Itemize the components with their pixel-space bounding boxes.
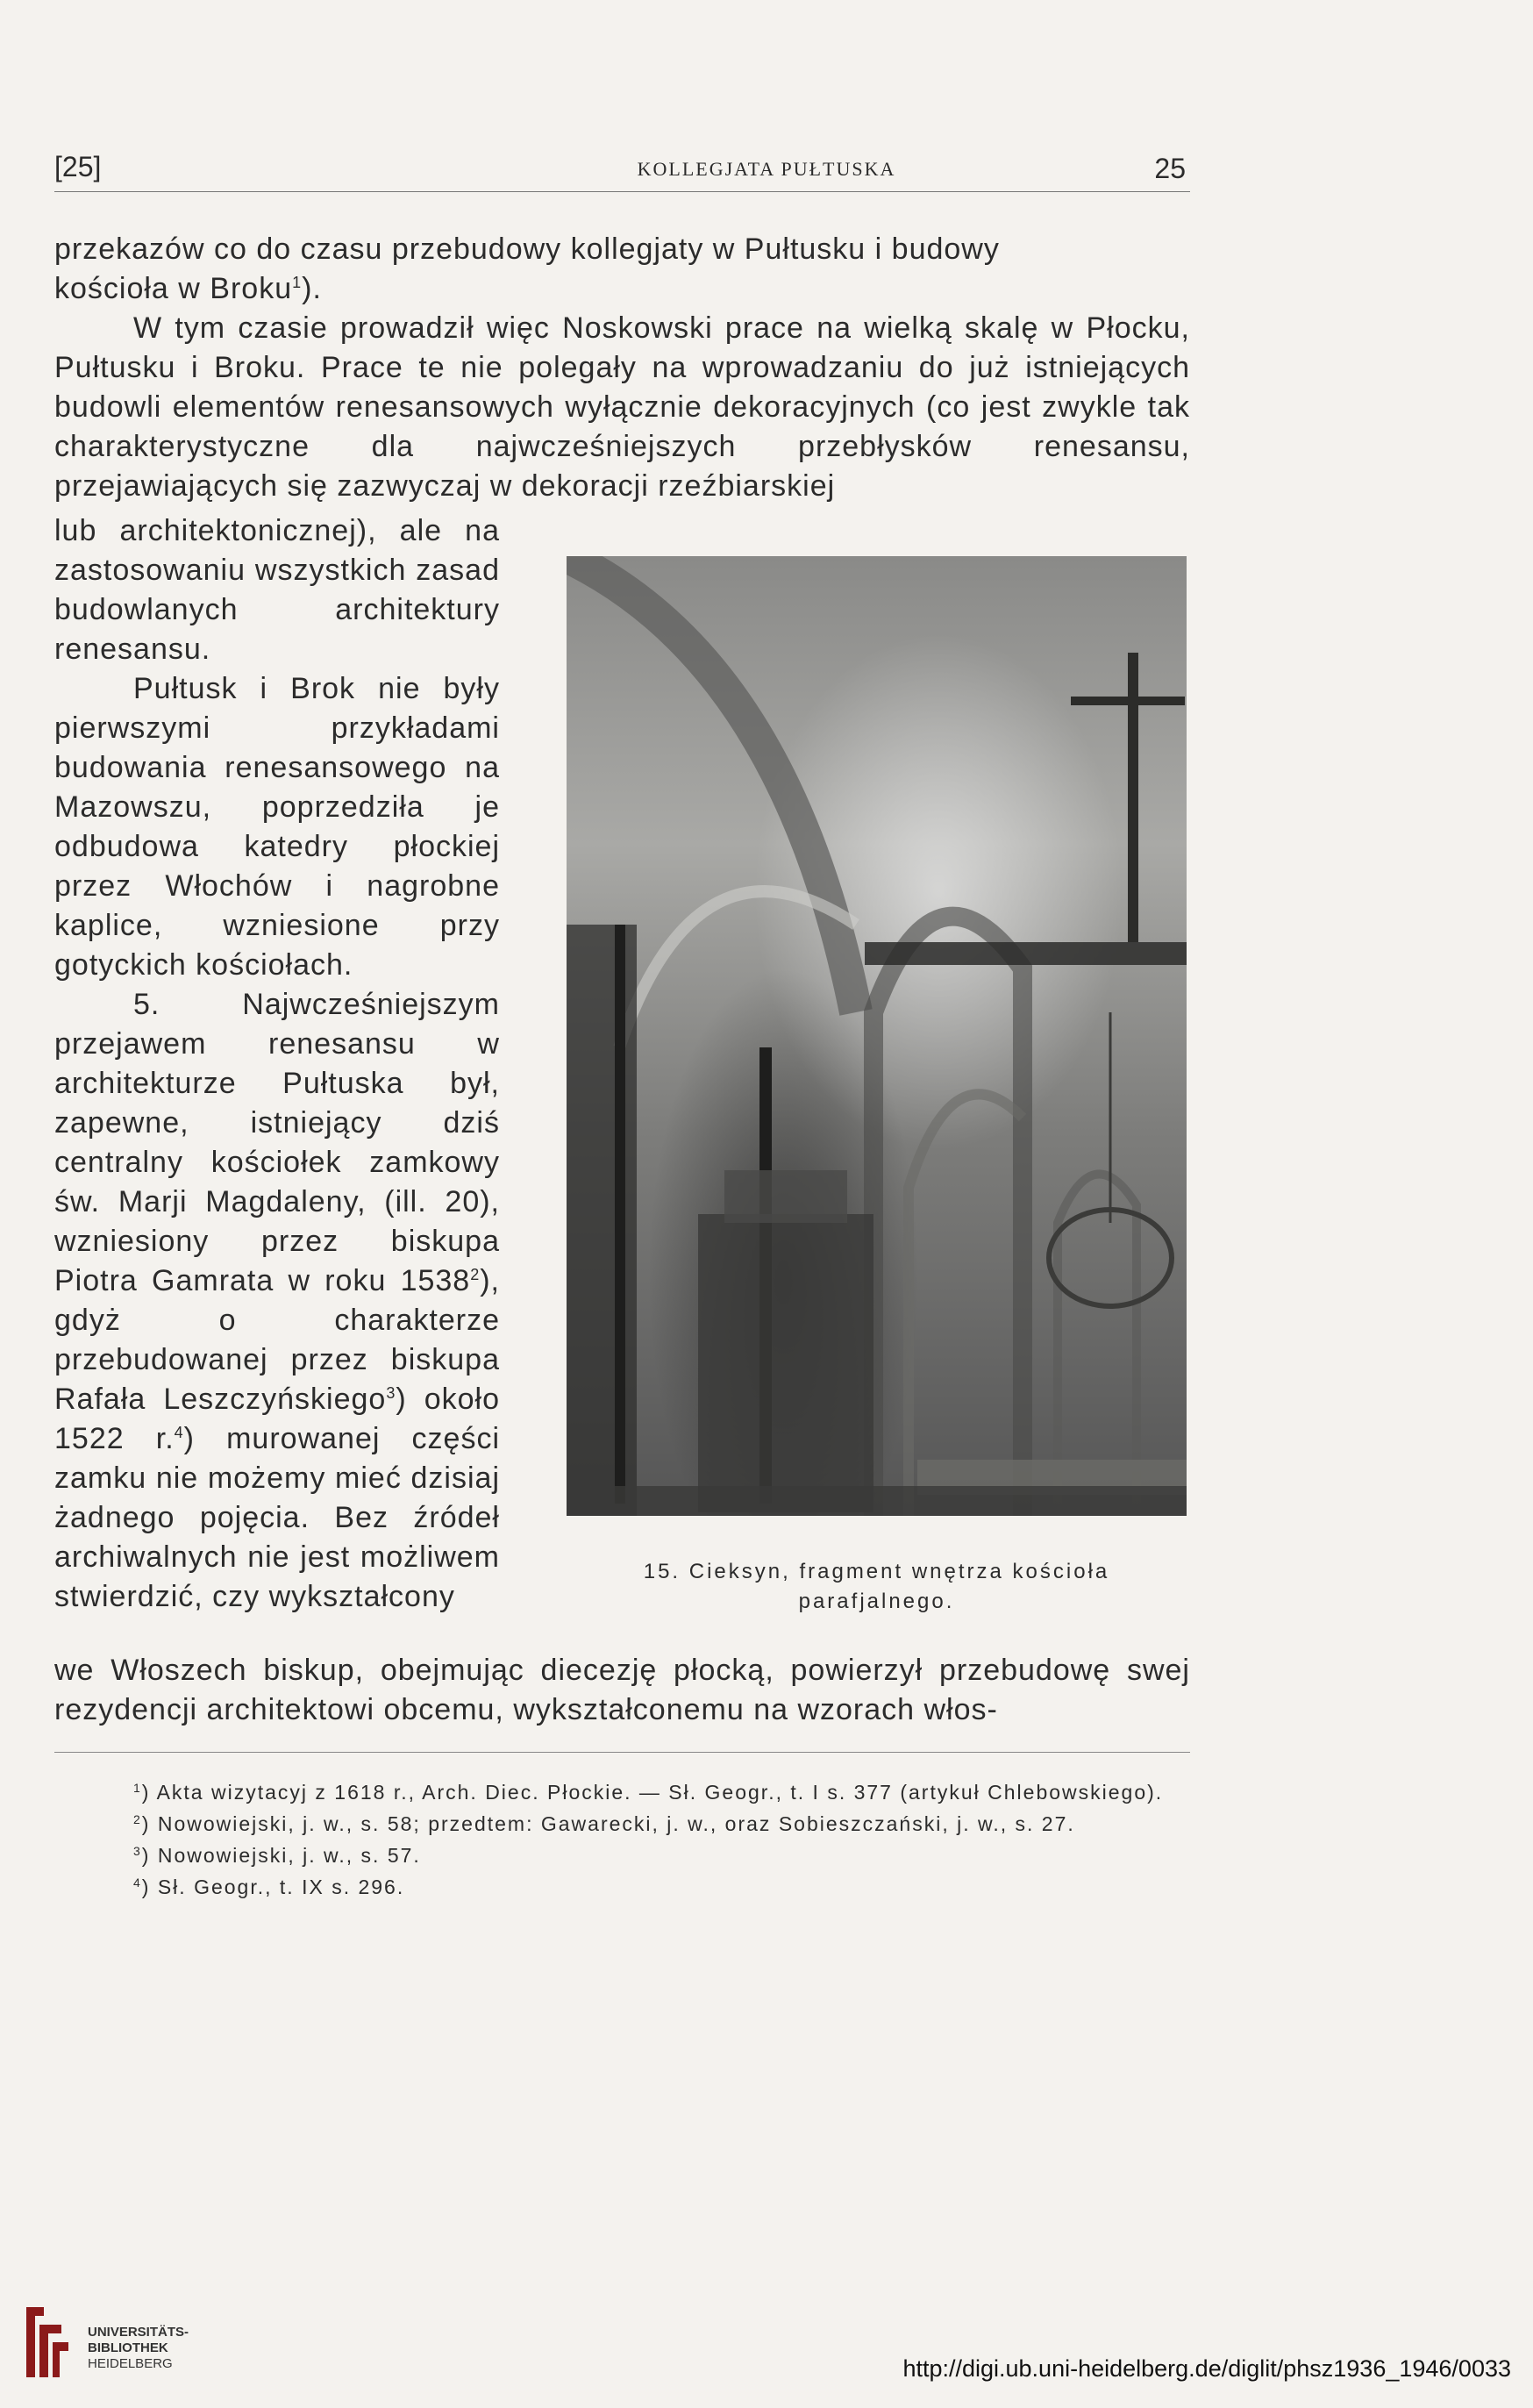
photo-illustration xyxy=(567,556,1187,1516)
source-url-link[interactable]: http://digi.ub.uni-heidelberg.de/diglit/phsz1936_1946/0033 xyxy=(902,2355,1511,2382)
body-text-top xyxy=(54,230,1190,506)
paragraph-1-line-1: przekazów co do czasu przebudowy kollegjaty w Pułtusku i budowy xyxy=(54,232,1000,266)
caption-line-1: 15. Cieksyn, fragment wnętrza kościoła xyxy=(643,1560,1110,1583)
footnotes xyxy=(54,1776,1190,1903)
page-label: [25] xyxy=(54,151,102,182)
library-logo-icon[interactable] xyxy=(18,2303,70,2382)
footnote-1: $^1$) Akta wizytacyj z 1618 r., Arch. Diec. Płockie. — Sł. Geogr., t. I s. 377 (artykuł Chlebowskiego). xyxy=(133,1781,1164,1804)
footnote-3: $^3$) Nowowiejski, j. w., s. 57. xyxy=(133,1844,421,1867)
running-title: KOLLEGJATA PUŁTUSKA xyxy=(637,158,896,180)
church-interior-photo xyxy=(567,556,1187,1516)
library-name[interactable]: UNIVERSITÄTS- BIBLIOTHEK HEIDELBERG xyxy=(88,2325,189,2371)
body-text-column xyxy=(54,511,500,1617)
footnote-ref-4[interactable]: 4 xyxy=(174,1424,184,1441)
footnote-ref-1[interactable]: 1 xyxy=(292,274,303,291)
footnote-4: $^4$) Sł. Geogr., t. IX s. 296. xyxy=(133,1876,405,1898)
footnote-ref-3[interactable]: 3 xyxy=(386,1384,396,1402)
paragraph-1-line-2: kościoła w Broku$^1$). xyxy=(54,272,322,305)
paragraph-4-tail: we Włoszech biskup, obejmując diecezję płocką, powierzył przebudowę swej rezydencji architektowi obcemu, wykształconemu na wzorach włos- xyxy=(54,1654,1190,1726)
footnote-2: $^2$) Nowowiejski, j. w., s. 58; przedtem: Gawarecki, j. w., oraz Sobieszczański, j. w., s. 27. xyxy=(133,1812,1075,1835)
body-text-bottom xyxy=(54,1651,1190,1730)
paragraph-2-continued: lub architektonicznej), ale na zastosowaniu wszystkich zasad budowlanych architektury renesansu. xyxy=(54,514,500,666)
footnote-ref-2[interactable]: 2 xyxy=(470,1266,481,1283)
paragraph-3: Pułtusk i Brok nie były pierwszymi przykładami budowania renesansowego na Mazowszu, poprzedziła je odbudowa katedry płockiej przez Włochów i nagrobne kaplice, wzniesione przy gotyckich kościołach. xyxy=(54,672,500,982)
header-rule xyxy=(54,191,1190,192)
paragraph-2: W tym czasie prowadził więc Noskowski prace na wielką skalę w Płocku, Pułtusku i Broku. Prace te nie polegały na wprowadzaniu do już istniejących budowli elementów renesansowych wyłącznie dekoracyjnych (co jest zwykle tak charakterystyczne dla najwcześniejszych przebłysków renesansu, przejawiających się zazwyczaj w dekoracji rzeźbiarskiej xyxy=(54,311,1190,503)
figure-caption xyxy=(567,1557,1187,1617)
caption-line-2: parafjalnego. xyxy=(798,1590,955,1613)
paragraph-4: 5. Najwcześniejszym przejawem renesansu w architekturze Pułtuska był, zapewne, istniejący dziś centralny kościołek zamkowy św. Marji Magdaleny, (ill. 20), wzniesiony przez biskupa Piotra Gamrata w roku 1538$^2$), gdyż o charakterze przebudowanej przez biskupa Rafała Leszczyńskiego$^3$) około 1522 r.$^4$) murowanej części zamku nie możemy mieć dzisiaj żadnego pojęcia. Bez źródeł archiwalnych nie jest możliwem stwierdzić, czy wykształcony xyxy=(54,988,500,1613)
page-number: 25 xyxy=(1154,153,1186,184)
footnote-rule xyxy=(54,1752,1190,1753)
